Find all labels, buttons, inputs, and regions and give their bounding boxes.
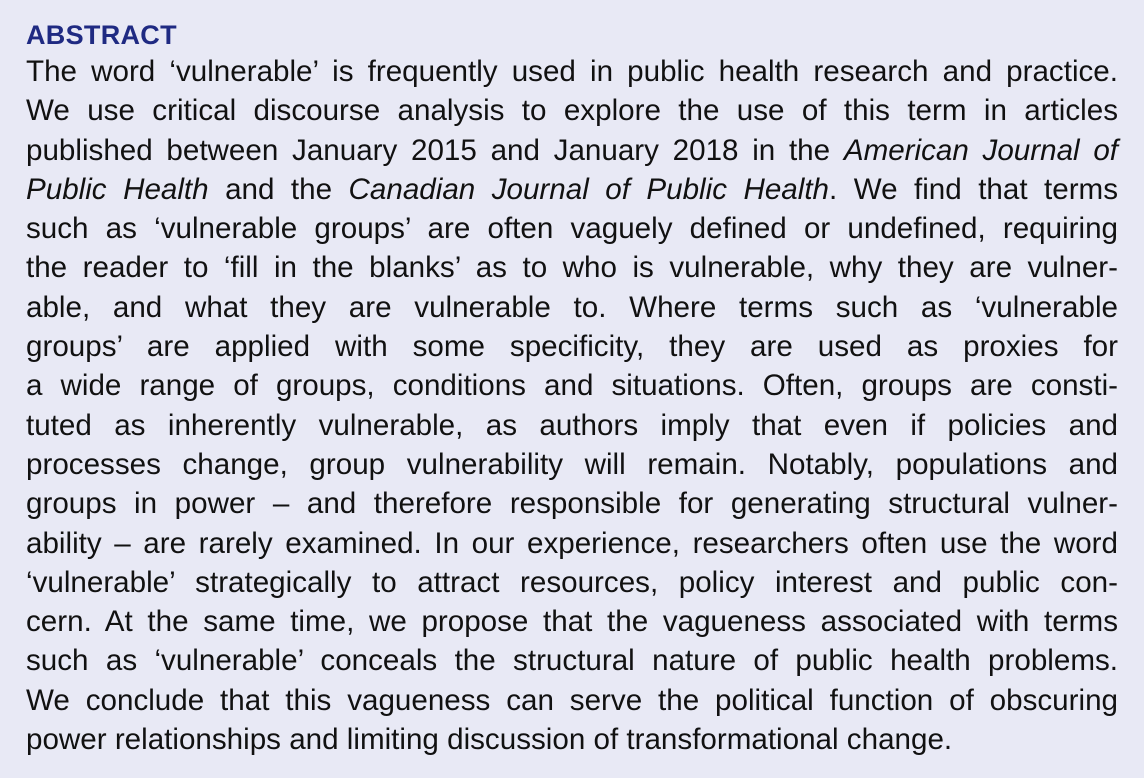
journal-title-italic: American Journal of xyxy=(843,133,1118,167)
journal-title-italic: Canadian Journal of Public Health xyxy=(348,172,829,206)
abstract-line: We conclude that this vagueness can serve the political function of obscuring xyxy=(26,683,1118,717)
abstract-line: the reader to ‘fill in the blanks’ as to who is vulnerable, why they are vulner- xyxy=(26,251,1118,285)
abstract-line: The word ‘vulnerable’ is frequently used in public health research and practice. xyxy=(26,55,1118,88)
abstract-line: groups’ are applied with some specificity, they are used as proxies for xyxy=(26,330,1118,364)
abstract-line: cern. At the same time, we propose that the vagueness associated with terms xyxy=(26,605,1118,639)
abstract-heading: ABSTRACT xyxy=(26,20,177,50)
abstract-line: groups in power – and therefore responsible for generating structural vulner- xyxy=(26,487,1118,521)
abstract-line: processes change, group vulnerability will remain. Notably, populations and xyxy=(26,447,1118,481)
abstract-text-run: and the xyxy=(208,172,349,206)
abstract-line: able, and what they are vulnerable to. Where terms such as ‘vulnerable xyxy=(26,290,1118,324)
abstract-text-run: published between January 2015 and January 2018 in the xyxy=(26,133,844,167)
abstract-line: a wide range of groups, conditions and situations. Often, groups are consti- xyxy=(26,369,1118,403)
abstract-line xyxy=(26,170,1118,209)
abstract-line: ‘vulnerable’ strategically to attract resources, policy interest and public con- xyxy=(26,565,1118,599)
abstract-body xyxy=(26,52,1118,759)
abstract-line: such as ‘vulnerable’ conceals the structural nature of public health problems. xyxy=(26,644,1118,678)
journal-title-italic: Public Health xyxy=(26,172,209,206)
abstract-line: We use critical discourse analysis to explore the use of this term in articles xyxy=(26,94,1118,128)
abstract-line xyxy=(26,131,1118,170)
abstract-text-run: . We find that terms xyxy=(829,172,1119,206)
abstract-line: such as ‘vulnerable groups’ are often vaguely defined or undefined, requiring xyxy=(26,212,1118,246)
abstract-line: power relationships and limiting discussion of transformational change. xyxy=(26,723,953,757)
abstract-line: ability – are rarely examined. In our experience, researchers often use the word xyxy=(26,526,1118,560)
abstract-line: tuted as inherently vulnerable, as authors imply that even if policies and xyxy=(26,408,1118,442)
